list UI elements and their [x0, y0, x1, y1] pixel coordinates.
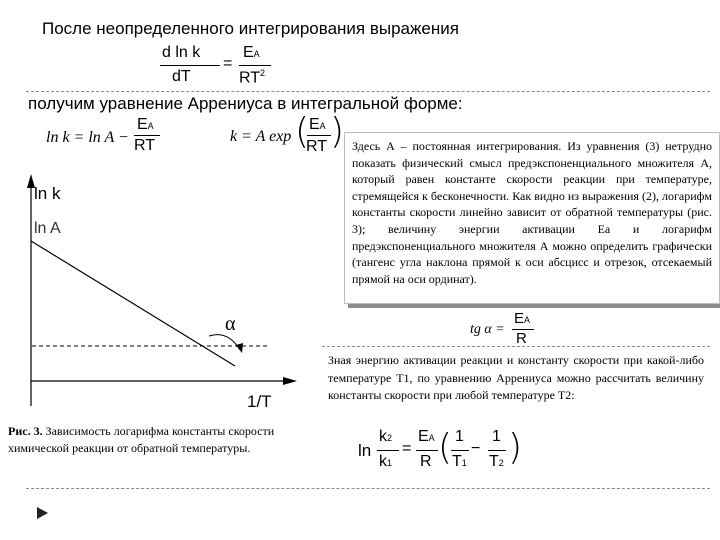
figure-caption [8, 423, 276, 458]
eq1-rt: RT [239, 69, 261, 87]
eq5-r: R [420, 453, 432, 470]
eq-tg-r: R [516, 330, 527, 347]
eq1-numerator-left: d ln k [162, 44, 201, 61]
eq5-ln: ln [358, 441, 372, 460]
equation-exp-form: k = A exp ( EA RT ) [230, 111, 345, 155]
x-axis-label: 1/T [247, 392, 272, 411]
caption-label: Рис. 3. [8, 424, 43, 438]
eq1-rt-sup: 2 [260, 68, 266, 78]
caption-text: Зависимость логарифма константы скорости химической реакции от обратной температуры. [8, 424, 275, 456]
eq5-t2: T [489, 453, 499, 470]
eq3-rt: RT [306, 138, 328, 155]
eq5-t1-sub: 1 [461, 458, 467, 468]
eq2-ea-sub: A [147, 121, 154, 131]
heading-arrhenius: получим уравнение Аррениуса в интегральной форме: [28, 94, 463, 113]
equation-slope [470, 310, 540, 350]
eq1-ea-sub: A [253, 49, 260, 59]
eq-tg-lhs: tg α = [470, 322, 505, 337]
angle-label: α [225, 313, 236, 335]
eq1-ea: E [243, 44, 254, 61]
play-icon[interactable] [36, 506, 48, 518]
eq5-k2: k [379, 428, 387, 445]
eq3-ea: E [309, 116, 320, 133]
eq5-t2-sub: 2 [498, 458, 504, 468]
eq1-denominator-left: dT [172, 68, 191, 85]
eq5-k1: k [379, 453, 387, 470]
intercept-label: ln A [34, 220, 61, 237]
eq5-k2-sub: 2 [387, 433, 393, 443]
eq5-equals: = [402, 440, 412, 457]
explanation-note [344, 132, 720, 304]
eq2-ea: E [137, 116, 148, 133]
equation-differential [150, 42, 270, 90]
eq1-equals: = [223, 55, 233, 72]
angle-arc-arrow [236, 343, 243, 353]
eq5-ea-sub: A [428, 433, 435, 443]
eq5-one-b: 1 [492, 428, 501, 445]
x-axis-arrow [283, 377, 297, 385]
note-text: Здесь А – постоянная интегрирования. Из уравнения (3) нетрудно показать физический смысл предэкспоненциального множителя А, который равен константе скорости реакции при температуре, стремящейся к бесконечности. Как видно из выражения (2), логарифм константы скорости линейно зависит от обратной температуры (рис. 3); величину энергии активации Еа и логарифм предэкспоненциального множителя А можно определить графически (тангенс угла наклона прямой к оси абсцисс и отрезок, отсекаемый прямой на оси ординат). [352, 139, 712, 286]
heading-integration: После неопределенного интегрирования выражения [42, 19, 459, 38]
arrhenius-graph [0, 160, 300, 420]
equation-log-form [46, 116, 176, 158]
equation-two-temperatures: ln k2 k1 = EA R ( 1 T1 − 1 T2 ) [358, 427, 523, 470]
eq2-lhs: ln k = ln A − [46, 129, 129, 146]
eq5-ea: E [418, 428, 429, 445]
regression-line [31, 241, 235, 366]
y-axis-label: ln k [34, 184, 61, 203]
angle-arc [209, 335, 240, 350]
eq2-rt: RT [134, 137, 156, 154]
eq-tg-ea-sub: A [524, 315, 531, 325]
paragraph-second-temperature: Зная энергию активации реакции и константу скорости при какой-либо температуре Т1, по уравнению Аррениуса можно рассчитать величину константы скорости при любой температуре Т2: [328, 353, 704, 402]
eq5-minus: − [471, 440, 481, 457]
eq5-k1-sub: 1 [387, 458, 393, 468]
eq-tg-ea: E [514, 310, 525, 327]
eq5-t1: T [452, 453, 462, 470]
eq3-lhs: k = A exp [230, 128, 292, 145]
eq3-ea-sub: A [319, 121, 326, 131]
eq5-one-a: 1 [455, 428, 464, 445]
